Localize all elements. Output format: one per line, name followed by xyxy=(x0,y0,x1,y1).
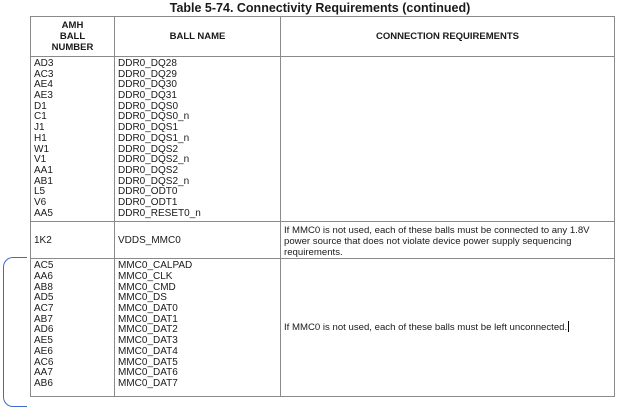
text-cursor xyxy=(568,321,569,332)
ball-number: AE5 xyxy=(34,335,53,347)
ball-name: MMC0_DAT5 xyxy=(118,356,178,368)
header-ball-number-line: BALL xyxy=(59,31,86,42)
connection-requirement-cell xyxy=(281,57,615,222)
header-ball-name: BALL NAME xyxy=(115,17,281,57)
ball-number: AE3 xyxy=(34,90,53,102)
header-ball-number-line: AMH xyxy=(61,20,84,31)
ball-number: L5 xyxy=(34,186,46,198)
ball-name: MMC0_DAT3 xyxy=(118,335,178,347)
ball-number-cell xyxy=(31,57,115,222)
ball-name: MMC0_DAT1 xyxy=(118,313,178,325)
ball-number: AD3 xyxy=(34,58,54,69)
ball-name-cell xyxy=(115,222,281,259)
ball-number: AB1 xyxy=(34,175,53,187)
ball-number: V6 xyxy=(34,196,47,208)
ball-name: DDR0_RESET0_n xyxy=(118,207,201,219)
ball-name: MMC0_DAT0 xyxy=(118,303,178,315)
ball-number: W1 xyxy=(34,143,49,155)
ball-number: J1 xyxy=(34,122,45,134)
ball-number: AB6 xyxy=(34,377,53,389)
ball-name: DDR0_DQS0 xyxy=(118,100,179,112)
ball-name: MMC0_DS xyxy=(118,292,167,304)
ball-name: DDR0_DQS1 xyxy=(118,122,179,134)
requirement-text: If MMC0 is not used, each of these balls must be left unconnected. xyxy=(284,322,568,334)
table-row-mmc0 xyxy=(31,259,615,396)
ball-number: AE6 xyxy=(34,345,53,357)
ball-number: AD5 xyxy=(34,292,54,304)
connection-requirement-cell: If MMC0 is not used, each of these balls must be connected to any 1.8V power source that does not violate device power supply sequencing requirements. xyxy=(281,222,615,259)
header-connection-requirements: CONNECTION REQUIREMENTS xyxy=(281,17,615,57)
ball-number: AD6 xyxy=(34,324,54,336)
ball-number: AB8 xyxy=(34,281,53,293)
ball-name: DDR0_DQ29 xyxy=(118,68,177,80)
header-ball-number-line: NUMBER xyxy=(51,42,94,53)
ball-number: AC6 xyxy=(34,356,54,368)
ball-name: MMC0_CMD xyxy=(118,281,176,293)
ball-number-cell xyxy=(31,259,115,396)
ball-name: MMC0_CLK xyxy=(118,271,173,282)
connection-requirement-cell[interactable] xyxy=(281,259,615,396)
ball-number: AA5 xyxy=(34,207,53,219)
selection-bracket xyxy=(3,257,27,407)
ball-number: AA6 xyxy=(34,271,53,282)
ball-name: DDR0_DQS1_n xyxy=(118,132,190,144)
ball-number: AA1 xyxy=(34,164,53,176)
ball-name: MMC0_DAT2 xyxy=(118,324,178,336)
ball-name: DDR0_DQS2_n xyxy=(118,154,190,166)
ball-name: DDR0_DQ30 xyxy=(118,79,177,91)
header-row xyxy=(31,17,615,57)
ball-name: DDR0_DQS2 xyxy=(118,143,179,155)
ball-number-cell xyxy=(31,222,115,259)
ball-name: MMC0_DAT6 xyxy=(118,367,178,379)
ball-number: H1 xyxy=(34,132,47,144)
ball-name: DDR0_DQS2 xyxy=(118,164,179,176)
ball-name-cell xyxy=(115,259,281,396)
ball-name: DDR0_ODT1 xyxy=(118,196,178,208)
ball-number: AB7 xyxy=(34,313,53,325)
ball-number: V1 xyxy=(34,154,47,166)
ball-name: DDR0_DQ28 xyxy=(118,58,177,69)
ball-name: VDDS_MMC0 xyxy=(118,234,181,246)
ball-number: AC3 xyxy=(34,68,54,80)
ball-number: AC5 xyxy=(34,260,54,272)
ball-number: C1 xyxy=(34,111,47,123)
ball-name: DDR0_DQS2_n xyxy=(118,175,190,187)
ball-number: D1 xyxy=(34,100,47,112)
ball-name: MMC0_DAT7 xyxy=(118,377,178,389)
ball-name: DDR0_DQ31 xyxy=(118,90,177,102)
table-title: Table 5-74. Connectivity Requirements (continued) xyxy=(169,1,471,15)
ball-number: AA7 xyxy=(34,367,53,379)
ball-name: DDR0_DQS0_n xyxy=(118,111,190,123)
ball-number: AE4 xyxy=(34,79,53,91)
ball-name: MMC0_DAT4 xyxy=(118,345,178,357)
header-ball-number xyxy=(31,17,115,57)
ball-number: AC7 xyxy=(34,303,54,315)
table-row-ddr0 xyxy=(31,57,615,222)
connectivity-table xyxy=(30,16,615,397)
ball-name-cell xyxy=(115,57,281,222)
table-row-vdds-mmc0 xyxy=(31,222,615,259)
ball-name: MMC0_CALPAD xyxy=(118,260,193,272)
ball-number: 1K2 xyxy=(34,234,52,246)
ball-name: DDR0_ODT0 xyxy=(118,186,178,198)
